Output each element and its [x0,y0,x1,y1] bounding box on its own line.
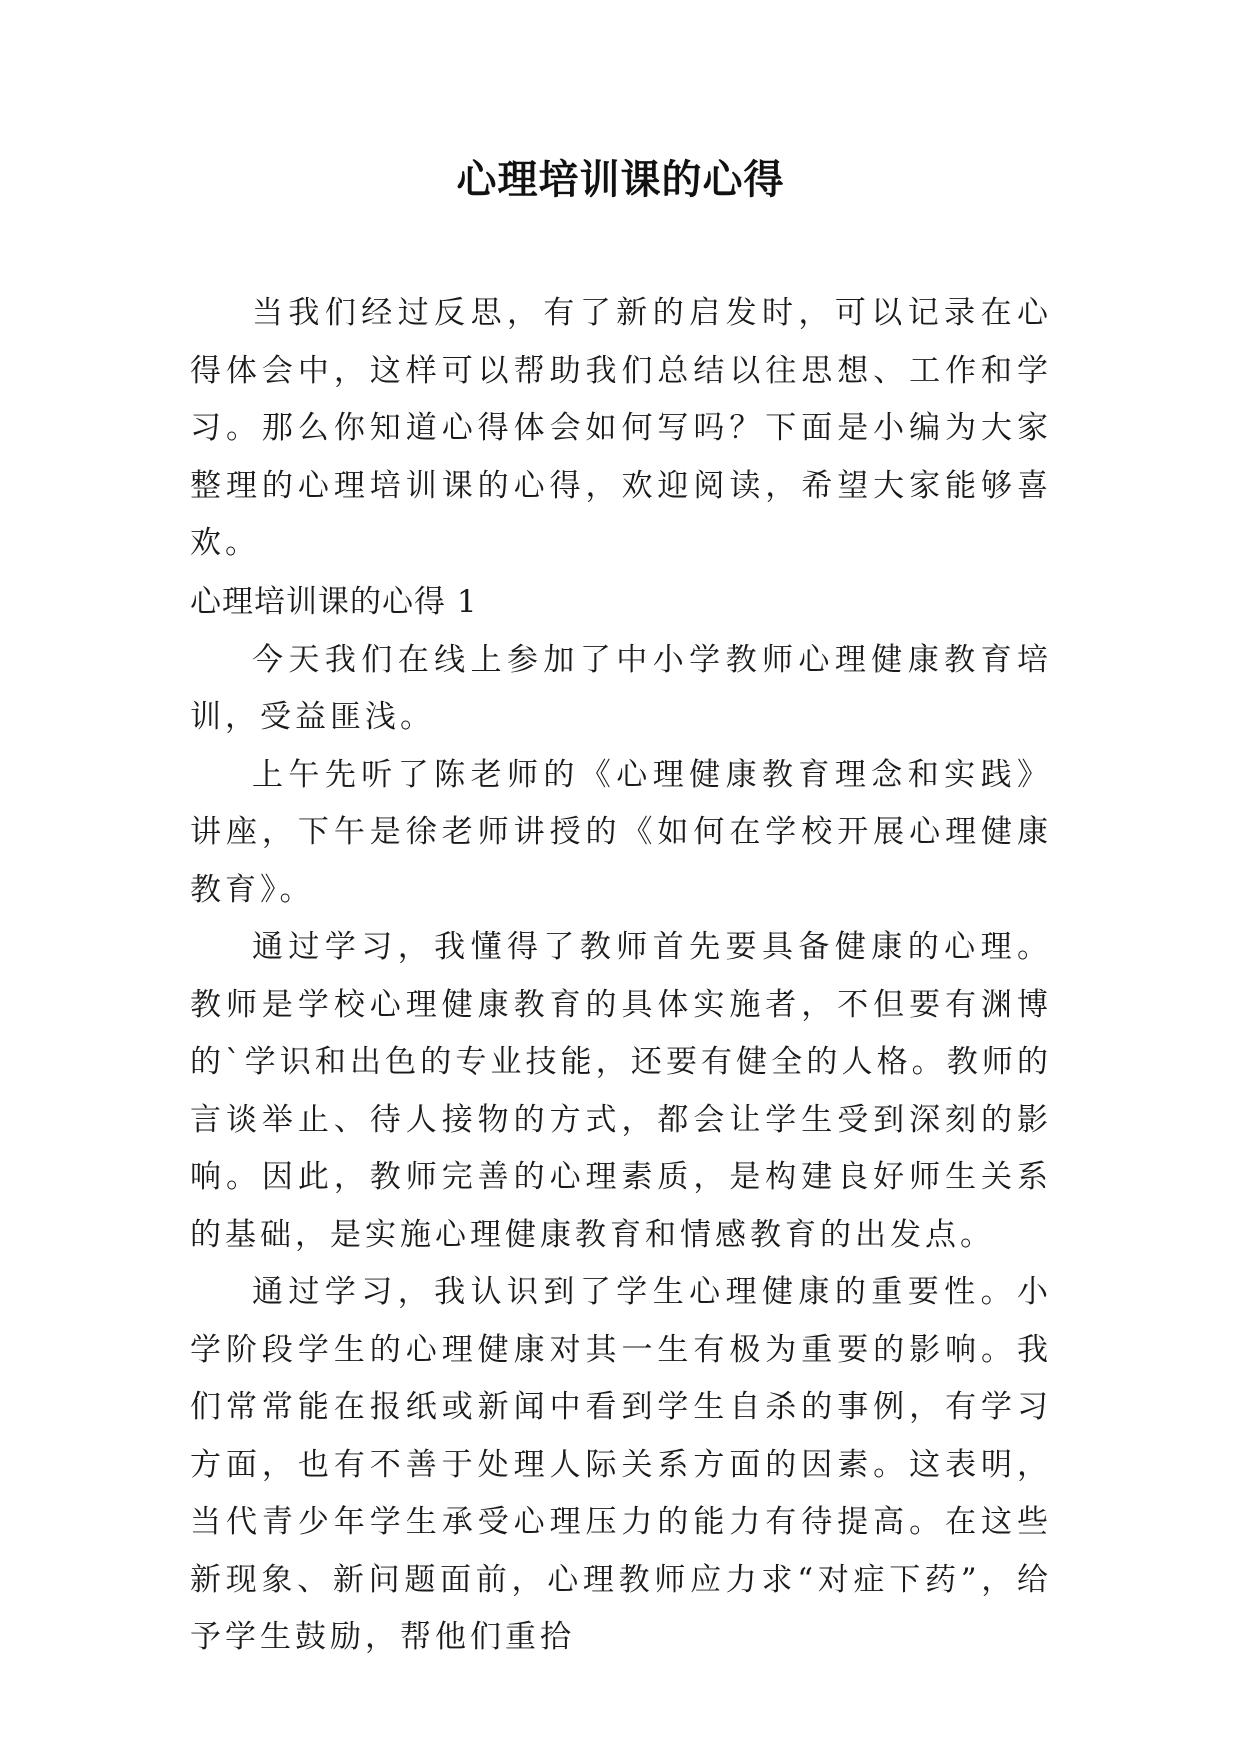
intro-section [190,285,1052,573]
paragraph: 上午先听了陈老师的《心理健康教育理念和实践》讲座，下午是徐老师讲授的《如何在学校开展心理健康教育》。 [190,756,1052,908]
intro-paragraph: 当我们经过反思，有了新的启发时，可以记录在心得体会中，这样可以帮助我们总结以往思想、工作和学习。那么你知道心得体会如何写吗？下面是小编为大家整理的心理培训课的心得，欢迎阅读，希望大家能够喜欢。 [190,295,1052,561]
paragraph: 通过学习，我懂得了教师首先要具备健康的心理。教师是学校心理健康教育的具体实施者，不但要有渊博的`学识和出色的专业技能，还要有健全的人格。教师的言谈举止、待人接物的方式，都会让学生受到深刻的影响。因此，教师完善的心理素质，是构建良好师生关系的基础，是实施心理健康教育和情感教育的出发点。 [190,929,1052,1253]
paragraph: 通过学习，我认识到了学生心理健康的重要性。小学阶段学生的心理健康对其一生有极为重要的影响。我们常常能在报纸或新闻中看到学生自杀的事例，有学习方面，也有不善于处理人际关系方面的因素。这表明，当代青少年学生承受心理压力的能力有待提高。在这些新现象、新问题面前，心理教师应力求“对症下药”，给予学生鼓励，帮他们重拾 [190,1274,1052,1655]
section-1 [190,574,1052,1667]
paragraph: 今天我们在线上参加了中小学教师心理健康教育培训，受益匪浅。 [190,641,1052,735]
section-heading: 心理培训课的心得 1 [190,584,478,620]
document-title: 心理培训课的心得 [456,156,785,203]
